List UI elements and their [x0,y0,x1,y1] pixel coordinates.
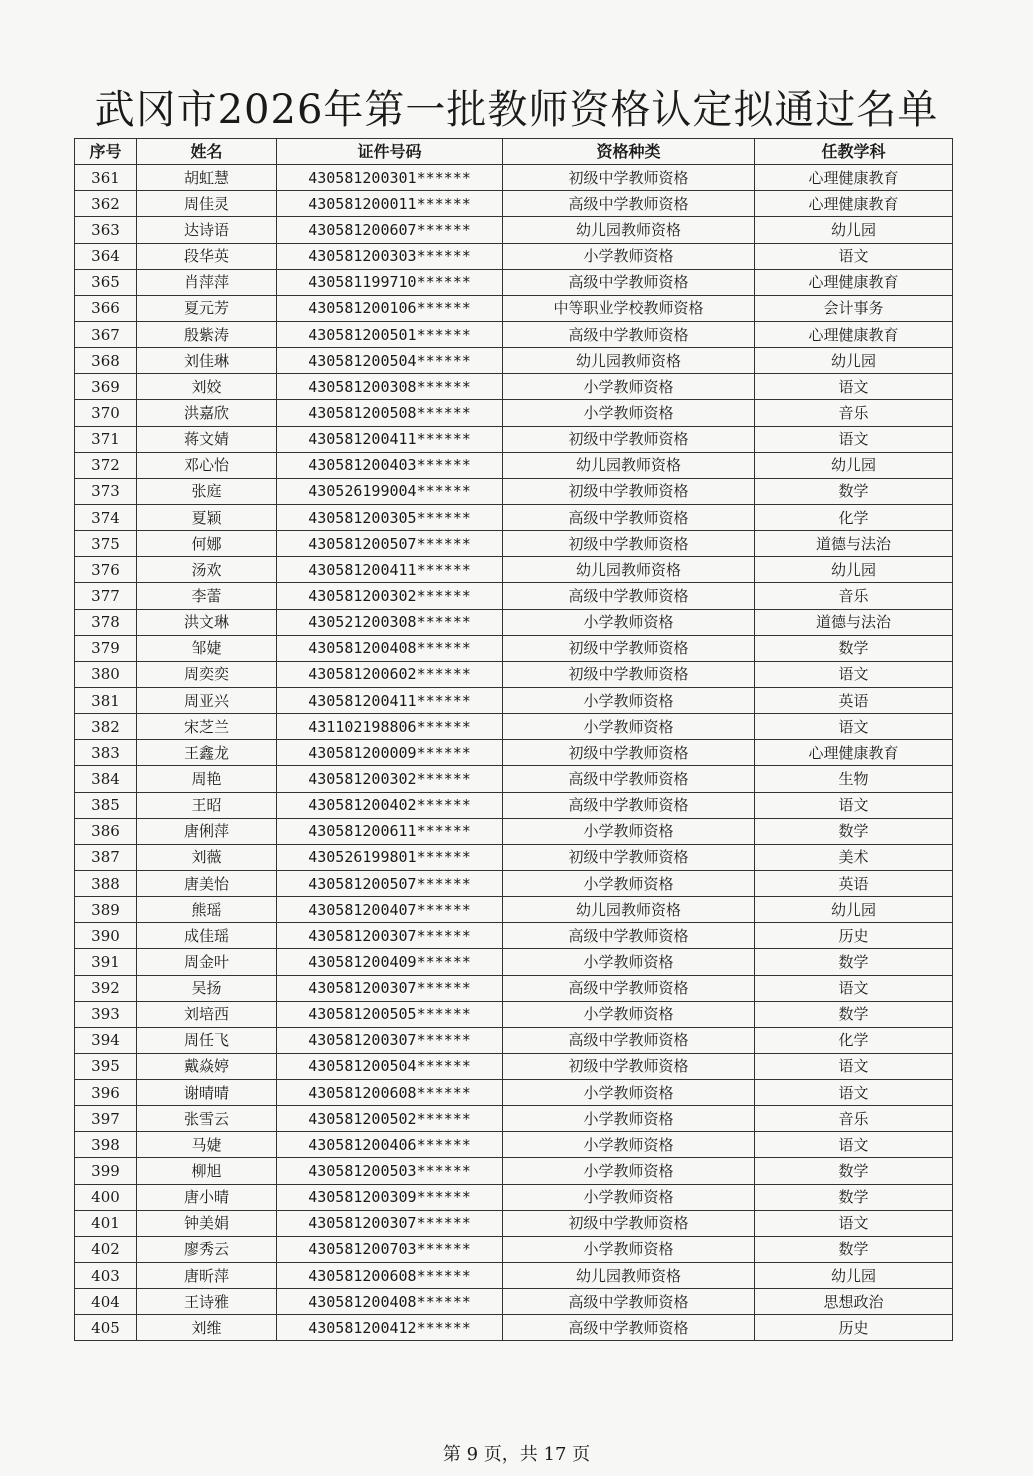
cell-serial: 405 [75,1315,137,1341]
cell-name: 谢晴晴 [137,1080,277,1106]
cell-qualification-type: 小学教师资格 [503,609,755,635]
cell-qualification-type: 高级中学教师资格 [503,1027,755,1053]
cell-qualification-type: 小学教师资格 [503,949,755,975]
table-row [75,374,953,400]
cell-id-number: 430581200307****** [277,975,503,1001]
cell-name: 夏颖 [137,504,277,530]
cell-name: 刘姣 [137,374,277,400]
cell-subject: 语文 [755,1210,953,1236]
cell-subject: 数学 [755,1158,953,1184]
cell-name: 张庭 [137,478,277,504]
table-row [75,348,953,374]
cell-qualification-type: 幼儿园教师资格 [503,557,755,583]
cell-subject: 数学 [755,1001,953,1027]
table-row [75,687,953,713]
cell-serial: 364 [75,243,137,269]
cell-qualification-type: 高级中学教师资格 [503,504,755,530]
table-row [75,766,953,792]
cell-subject: 音乐 [755,1106,953,1132]
cell-qualification-type: 初级中学教师资格 [503,165,755,191]
cell-name: 周艳 [137,766,277,792]
cell-subject: 幼儿园 [755,1263,953,1289]
cell-name: 周金叶 [137,949,277,975]
table-row [75,295,953,321]
table-row [75,400,953,426]
cell-id-number: 430581200011****** [277,191,503,217]
cell-subject: 数学 [755,1236,953,1262]
cell-id-number: 431102198806****** [277,714,503,740]
cell-subject: 语文 [755,975,953,1001]
cell-name: 钟美娟 [137,1210,277,1236]
cell-id-number: 430581200009****** [277,740,503,766]
cell-id-number: 430526199801****** [277,844,503,870]
cell-qualification-type: 高级中学教师资格 [503,975,755,1001]
table-row [75,1132,953,1158]
cell-id-number: 430581200504****** [277,1053,503,1079]
cell-serial: 371 [75,426,137,452]
table-row [75,949,953,975]
cell-name: 胡虹慧 [137,165,277,191]
cell-serial: 401 [75,1210,137,1236]
cell-qualification-type: 高级中学教师资格 [503,923,755,949]
cell-name: 唐俐萍 [137,818,277,844]
cell-qualification-type: 初级中学教师资格 [503,844,755,870]
cell-name: 周佳灵 [137,191,277,217]
cell-qualification-type: 高级中学教师资格 [503,766,755,792]
cell-subject: 道德与法治 [755,609,953,635]
roster-table [74,138,953,1341]
cell-qualification-type: 中等职业学校教师资格 [503,295,755,321]
cell-qualification-type: 初级中学教师资格 [503,478,755,504]
cell-subject: 幼儿园 [755,557,953,583]
cell-id-number: 430581200307****** [277,1210,503,1236]
cell-name: 唐美怡 [137,870,277,896]
header-id-number: 证件号码 [277,139,503,165]
cell-name: 唐昕萍 [137,1263,277,1289]
table-row [75,897,953,923]
cell-id-number: 430581200408****** [277,635,503,661]
cell-id-number: 430581200309****** [277,1184,503,1210]
cell-name: 蒋文婧 [137,426,277,452]
cell-qualification-type: 初级中学教师资格 [503,426,755,452]
cell-subject: 历史 [755,923,953,949]
cell-serial: 378 [75,609,137,635]
cell-id-number: 430581200302****** [277,766,503,792]
cell-id-number: 430581200508****** [277,400,503,426]
cell-subject: 道德与法治 [755,531,953,557]
cell-subject: 历史 [755,1315,953,1341]
cell-qualification-type: 初级中学教师资格 [503,1210,755,1236]
cell-qualification-type: 高级中学教师资格 [503,321,755,347]
cell-subject: 语文 [755,1053,953,1079]
cell-serial: 373 [75,478,137,504]
cell-id-number: 430581200608****** [277,1080,503,1106]
table-row [75,1289,953,1315]
cell-name: 刘薇 [137,844,277,870]
table-row [75,1184,953,1210]
cell-id-number: 430581200602****** [277,661,503,687]
cell-qualification-type: 小学教师资格 [503,1184,755,1210]
cell-serial: 376 [75,557,137,583]
cell-subject: 心理健康教育 [755,269,953,295]
cell-subject: 幼儿园 [755,452,953,478]
cell-name: 吴扬 [137,975,277,1001]
cell-serial: 391 [75,949,137,975]
cell-id-number: 430521200308****** [277,609,503,635]
table-row [75,191,953,217]
cell-id-number: 430581200703****** [277,1236,503,1262]
cell-name: 宋芝兰 [137,714,277,740]
table-row [75,844,953,870]
cell-id-number: 430581200502****** [277,1106,503,1132]
cell-subject: 音乐 [755,583,953,609]
cell-subject: 语文 [755,661,953,687]
cell-serial: 387 [75,844,137,870]
cell-qualification-type: 小学教师资格 [503,818,755,844]
cell-id-number: 430581200611****** [277,818,503,844]
cell-serial: 368 [75,348,137,374]
cell-name: 周任飞 [137,1027,277,1053]
cell-serial: 397 [75,1106,137,1132]
cell-name: 邓心怡 [137,452,277,478]
cell-name: 成佳瑶 [137,923,277,949]
cell-subject: 语文 [755,714,953,740]
cell-name: 刘佳琳 [137,348,277,374]
cell-name: 邹婕 [137,635,277,661]
cell-name: 戴焱婷 [137,1053,277,1079]
cell-qualification-type: 高级中学教师资格 [503,1315,755,1341]
cell-qualification-type: 初级中学教师资格 [503,661,755,687]
cell-subject: 语文 [755,243,953,269]
cell-serial: 381 [75,687,137,713]
table-row [75,975,953,1001]
cell-serial: 385 [75,792,137,818]
cell-qualification-type: 高级中学教师资格 [503,1289,755,1315]
cell-subject: 数学 [755,635,953,661]
cell-id-number: 430581200302****** [277,583,503,609]
cell-subject: 幼儿园 [755,897,953,923]
cell-subject: 化学 [755,1027,953,1053]
table-row [75,661,953,687]
cell-serial: 395 [75,1053,137,1079]
cell-serial: 396 [75,1080,137,1106]
cell-qualification-type: 幼儿园教师资格 [503,217,755,243]
cell-name: 洪嘉欣 [137,400,277,426]
cell-serial: 402 [75,1236,137,1262]
table-row [75,923,953,949]
cell-qualification-type: 小学教师资格 [503,1132,755,1158]
header-name: 姓名 [137,139,277,165]
cell-id-number: 430581200411****** [277,426,503,452]
cell-subject: 心理健康教育 [755,191,953,217]
cell-name: 洪文琳 [137,609,277,635]
cell-id-number: 430581200505****** [277,1001,503,1027]
table-row [75,478,953,504]
cell-name: 柳旭 [137,1158,277,1184]
cell-serial: 399 [75,1158,137,1184]
cell-subject: 幼儿园 [755,217,953,243]
table-row [75,452,953,478]
cell-qualification-type: 小学教师资格 [503,1236,755,1262]
cell-qualification-type: 小学教师资格 [503,1080,755,1106]
cell-id-number: 430581200507****** [277,531,503,557]
cell-qualification-type: 小学教师资格 [503,687,755,713]
table-row [75,870,953,896]
cell-id-number: 430581200607****** [277,217,503,243]
cell-subject: 数学 [755,818,953,844]
cell-name: 王鑫龙 [137,740,277,766]
cell-qualification-type: 小学教师资格 [503,1106,755,1132]
table-row [75,1106,953,1132]
cell-id-number: 430581200307****** [277,1027,503,1053]
cell-serial: 392 [75,975,137,1001]
cell-serial: 400 [75,1184,137,1210]
table-row [75,1210,953,1236]
cell-id-number: 430581200301****** [277,165,503,191]
cell-serial: 374 [75,504,137,530]
table-row [75,609,953,635]
cell-serial: 367 [75,321,137,347]
cell-qualification-type: 高级中学教师资格 [503,583,755,609]
cell-qualification-type: 高级中学教师资格 [503,191,755,217]
cell-subject: 语文 [755,374,953,400]
cell-name: 段华英 [137,243,277,269]
table-row [75,1001,953,1027]
cell-serial: 404 [75,1289,137,1315]
cell-serial: 379 [75,635,137,661]
table-row [75,531,953,557]
cell-name: 李蕾 [137,583,277,609]
cell-id-number: 430581200504****** [277,348,503,374]
cell-id-number: 430581200411****** [277,557,503,583]
table-row [75,557,953,583]
cell-serial: 382 [75,714,137,740]
cell-subject: 语文 [755,792,953,818]
cell-subject: 幼儿园 [755,348,953,374]
cell-name: 王诗雅 [137,1289,277,1315]
cell-qualification-type: 幼儿园教师资格 [503,1263,755,1289]
cell-id-number: 430581200408****** [277,1289,503,1315]
cell-serial: 369 [75,374,137,400]
cell-name: 汤欢 [137,557,277,583]
cell-subject: 英语 [755,687,953,713]
table-row [75,165,953,191]
cell-serial: 388 [75,870,137,896]
cell-qualification-type: 幼儿园教师资格 [503,897,755,923]
cell-name: 刘培西 [137,1001,277,1027]
header-qualification-type: 资格种类 [503,139,755,165]
cell-serial: 365 [75,269,137,295]
cell-subject: 心理健康教育 [755,321,953,347]
cell-id-number: 430581200608****** [277,1263,503,1289]
table-row [75,635,953,661]
cell-serial: 366 [75,295,137,321]
cell-id-number: 430581200411****** [277,687,503,713]
table-row [75,321,953,347]
cell-subject: 数学 [755,478,953,504]
cell-subject: 英语 [755,870,953,896]
cell-name: 周亚兴 [137,687,277,713]
cell-serial: 390 [75,923,137,949]
table-row [75,217,953,243]
table-row [75,818,953,844]
cell-name: 熊瑶 [137,897,277,923]
cell-qualification-type: 小学教师资格 [503,400,755,426]
cell-name: 达诗语 [137,217,277,243]
cell-id-number: 430581200503****** [277,1158,503,1184]
table-row [75,792,953,818]
cell-subject: 音乐 [755,400,953,426]
cell-qualification-type: 幼儿园教师资格 [503,452,755,478]
cell-id-number: 430581200402****** [277,792,503,818]
table-row [75,1027,953,1053]
cell-id-number: 430581200406****** [277,1132,503,1158]
cell-qualification-type: 初级中学教师资格 [503,531,755,557]
cell-serial: 377 [75,583,137,609]
cell-subject: 会计事务 [755,295,953,321]
cell-id-number: 430581200407****** [277,897,503,923]
cell-serial: 361 [75,165,137,191]
cell-serial: 393 [75,1001,137,1027]
cell-qualification-type: 小学教师资格 [503,374,755,400]
cell-qualification-type: 小学教师资格 [503,1158,755,1184]
cell-name: 张雪云 [137,1106,277,1132]
cell-serial: 372 [75,452,137,478]
cell-qualification-type: 小学教师资格 [503,714,755,740]
table-row [75,583,953,609]
cell-serial: 398 [75,1132,137,1158]
table-row [75,714,953,740]
cell-id-number: 430581199710****** [277,269,503,295]
cell-name: 廖秀云 [137,1236,277,1262]
cell-subject: 生物 [755,766,953,792]
roster-body [75,165,953,1341]
cell-id-number: 430581200409****** [277,949,503,975]
page-footer: 第 9 页，共 17 页 [442,1444,591,1465]
cell-qualification-type: 初级中学教师资格 [503,635,755,661]
cell-subject: 语文 [755,1132,953,1158]
cell-qualification-type: 小学教师资格 [503,243,755,269]
cell-qualification-type: 高级中学教师资格 [503,792,755,818]
cell-serial: 375 [75,531,137,557]
table-row [75,243,953,269]
cell-subject: 化学 [755,504,953,530]
cell-subject: 美术 [755,844,953,870]
header-serial: 序号 [75,139,137,165]
cell-qualification-type: 初级中学教师资格 [503,740,755,766]
table-row [75,1263,953,1289]
cell-name: 肖萍萍 [137,269,277,295]
page-title: 武冈市2026年第一批教师资格认定拟通过名单 [94,87,939,133]
cell-name: 夏元芳 [137,295,277,321]
cell-name: 刘维 [137,1315,277,1341]
cell-name: 王昭 [137,792,277,818]
table-row [75,269,953,295]
cell-name: 周奕奕 [137,661,277,687]
table-row [75,1236,953,1262]
cell-qualification-type: 小学教师资格 [503,1001,755,1027]
cell-id-number: 430526199004****** [277,478,503,504]
header-subject: 任教学科 [755,139,953,165]
cell-serial: 363 [75,217,137,243]
cell-subject: 数学 [755,949,953,975]
cell-id-number: 430581200501****** [277,321,503,347]
cell-id-number: 430581200305****** [277,504,503,530]
cell-subject: 语文 [755,1080,953,1106]
table-row [75,426,953,452]
cell-qualification-type: 初级中学教师资格 [503,1053,755,1079]
cell-serial: 389 [75,897,137,923]
cell-id-number: 430581200303****** [277,243,503,269]
cell-name: 马婕 [137,1132,277,1158]
cell-serial: 403 [75,1263,137,1289]
cell-serial: 394 [75,1027,137,1053]
cell-subject: 心理健康教育 [755,165,953,191]
table-row [75,1053,953,1079]
cell-name: 何娜 [137,531,277,557]
cell-qualification-type: 幼儿园教师资格 [503,348,755,374]
cell-serial: 383 [75,740,137,766]
cell-id-number: 430581200507****** [277,870,503,896]
cell-name: 唐小晴 [137,1184,277,1210]
cell-serial: 362 [75,191,137,217]
cell-serial: 386 [75,818,137,844]
table-row [75,1158,953,1184]
cell-serial: 384 [75,766,137,792]
cell-id-number: 430581200106****** [277,295,503,321]
cell-subject: 心理健康教育 [755,740,953,766]
table-row [75,1080,953,1106]
cell-name: 殷紫涛 [137,321,277,347]
cell-qualification-type: 小学教师资格 [503,870,755,896]
cell-serial: 380 [75,661,137,687]
cell-subject: 思想政治 [755,1289,953,1315]
table-header-row [75,139,953,165]
table-row [75,740,953,766]
cell-subject: 语文 [755,426,953,452]
cell-qualification-type: 高级中学教师资格 [503,269,755,295]
cell-id-number: 430581200308****** [277,374,503,400]
cell-id-number: 430581200307****** [277,923,503,949]
table-row [75,504,953,530]
table-row [75,1315,953,1341]
cell-id-number: 430581200403****** [277,452,503,478]
cell-id-number: 430581200412****** [277,1315,503,1341]
cell-serial: 370 [75,400,137,426]
cell-subject: 数学 [755,1184,953,1210]
